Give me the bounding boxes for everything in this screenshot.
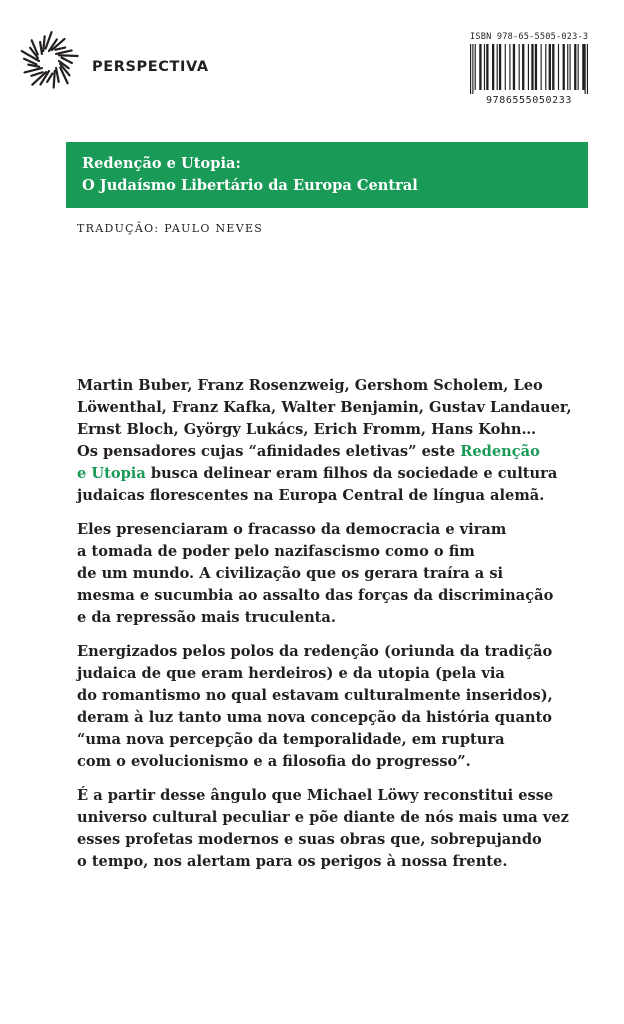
text-line: Ernst Bloch, György Lukács, Erich Fromm, Hans Kohn… [77,421,537,438]
logo-ray [47,74,52,82]
barcode-bar [552,44,554,90]
text-line [77,441,597,463]
barcode-bar [567,44,568,90]
text-line: Löwenthal, Franz Kafka, Walter Benjamin, Gustav Landauer, [77,399,572,416]
barcode-bar [569,44,570,90]
barcode-bar [574,44,576,90]
logo-ray [56,68,59,82]
barcode-bar [513,44,515,90]
publisher-name: PERSPECTIVA [92,59,209,75]
logo-ray [31,72,42,76]
isbn-label: ISBN 978-65-5505-023-3 [470,32,589,42]
barcode-bars [470,44,588,94]
text-line: esses profetas modernos e suas obras que, sobrepujando [77,831,542,848]
barcode-bar [470,44,471,94]
barcode-bar [558,44,559,90]
logo-ray [59,55,78,56]
paragraph-1 [77,375,597,507]
paragraph-4 [77,785,597,873]
logo-ray [46,32,52,48]
barcode-bar [549,44,551,90]
logo-ray [43,36,44,51]
barcode-bar [484,44,485,90]
barcode-bar [486,44,488,90]
text-line: “uma nova percepção da temporalidade, em ruptura [77,731,505,748]
text-line: judaicas florescentes na Europa Central de língua alemã. [77,487,545,504]
barcode-bar [582,44,584,90]
logo-ray [62,58,72,63]
barcode-bar [578,44,579,90]
barcode-bar [587,44,588,94]
text-line: mesma e sucumbia ao assalto das forças da discriminação [77,587,554,604]
text-line: o tempo, nos alertam para os perigos à nossa frente. [77,853,508,870]
title-highlight: Redenção [460,443,540,460]
text-line: e da repressão mais truculenta. [77,609,336,626]
title-band [66,142,588,208]
barcode-bar [499,44,501,90]
paragraph-3 [77,641,597,773]
text-line: do romantismo no qual estavam culturalmente inseridos), [77,687,553,704]
text-line: judaica de que eram herdeiros) e da utopia (pela via [77,665,505,682]
barcode-bar [585,44,586,94]
text-line: Energizados pelos polos da redenção (oriunda da tradição [77,643,553,660]
barcode-bar [472,44,473,94]
barcode-bar [541,44,542,90]
barcode-bar [545,44,546,90]
logo-ray [56,48,66,50]
text-line: É a partir desse ângulo que Michael Löwy reconstitui esse [77,787,554,804]
text-fragment: busca delinear eram filhos da sociedade e cultura [145,465,558,482]
logo-ray [56,50,72,53]
text-line [77,463,597,485]
text-line: Eles presenciaram o fracasso da democracia e viram [77,521,507,538]
text-line: de um mundo. A civilização que os gerara traíra a si [77,565,504,582]
barcode-bar [492,44,494,90]
book-subtitle: O Judaísmo Libertário da Europa Central [82,177,418,194]
paragraph-2 [77,519,597,629]
back-cover-blurb [77,375,597,885]
logo-ray [25,68,42,72]
barcode-bar [479,44,481,90]
text-fragment: Os pensadores cujas “afinidades eletivas” este [77,443,461,460]
barcode-bar [475,44,476,90]
barcode-bar [505,44,506,90]
text-line: deram à luz tanto uma nova concepção da história quanto [77,709,553,726]
logo-ray [54,71,55,88]
book-title: Redenção e Utopia: [82,155,241,172]
barcode-bar [519,44,520,90]
barcode-bar [528,44,529,90]
text-line: Martin Buber, Franz Rosenzweig, Gershom Scholem, Leo [77,377,543,394]
text-line: universo cultural peculiar e põe diante de nós mais uma vez [77,809,569,826]
barcode-bar [497,44,498,90]
title-highlight: e Utopia [77,465,146,482]
barcode-bar [563,44,565,90]
text-line: com o evolucionismo e a filosofia do progresso”. [77,753,471,770]
barcode-digits: 9786555050233 [485,95,573,106]
barcode-bar [535,44,537,90]
logo-ray [28,65,39,67]
sunburst-logo-icon [18,30,80,92]
logo-ray [40,42,42,54]
barcode [470,32,588,106]
barcode-bar [531,44,533,90]
barcode-bar [522,44,524,90]
translator-credit: TRADUÇÃO: PAULO NEVES [77,222,264,235]
barcode-bar [509,44,510,90]
text-line: a tomada de poder pelo nazifascismo como o fim [77,543,475,560]
